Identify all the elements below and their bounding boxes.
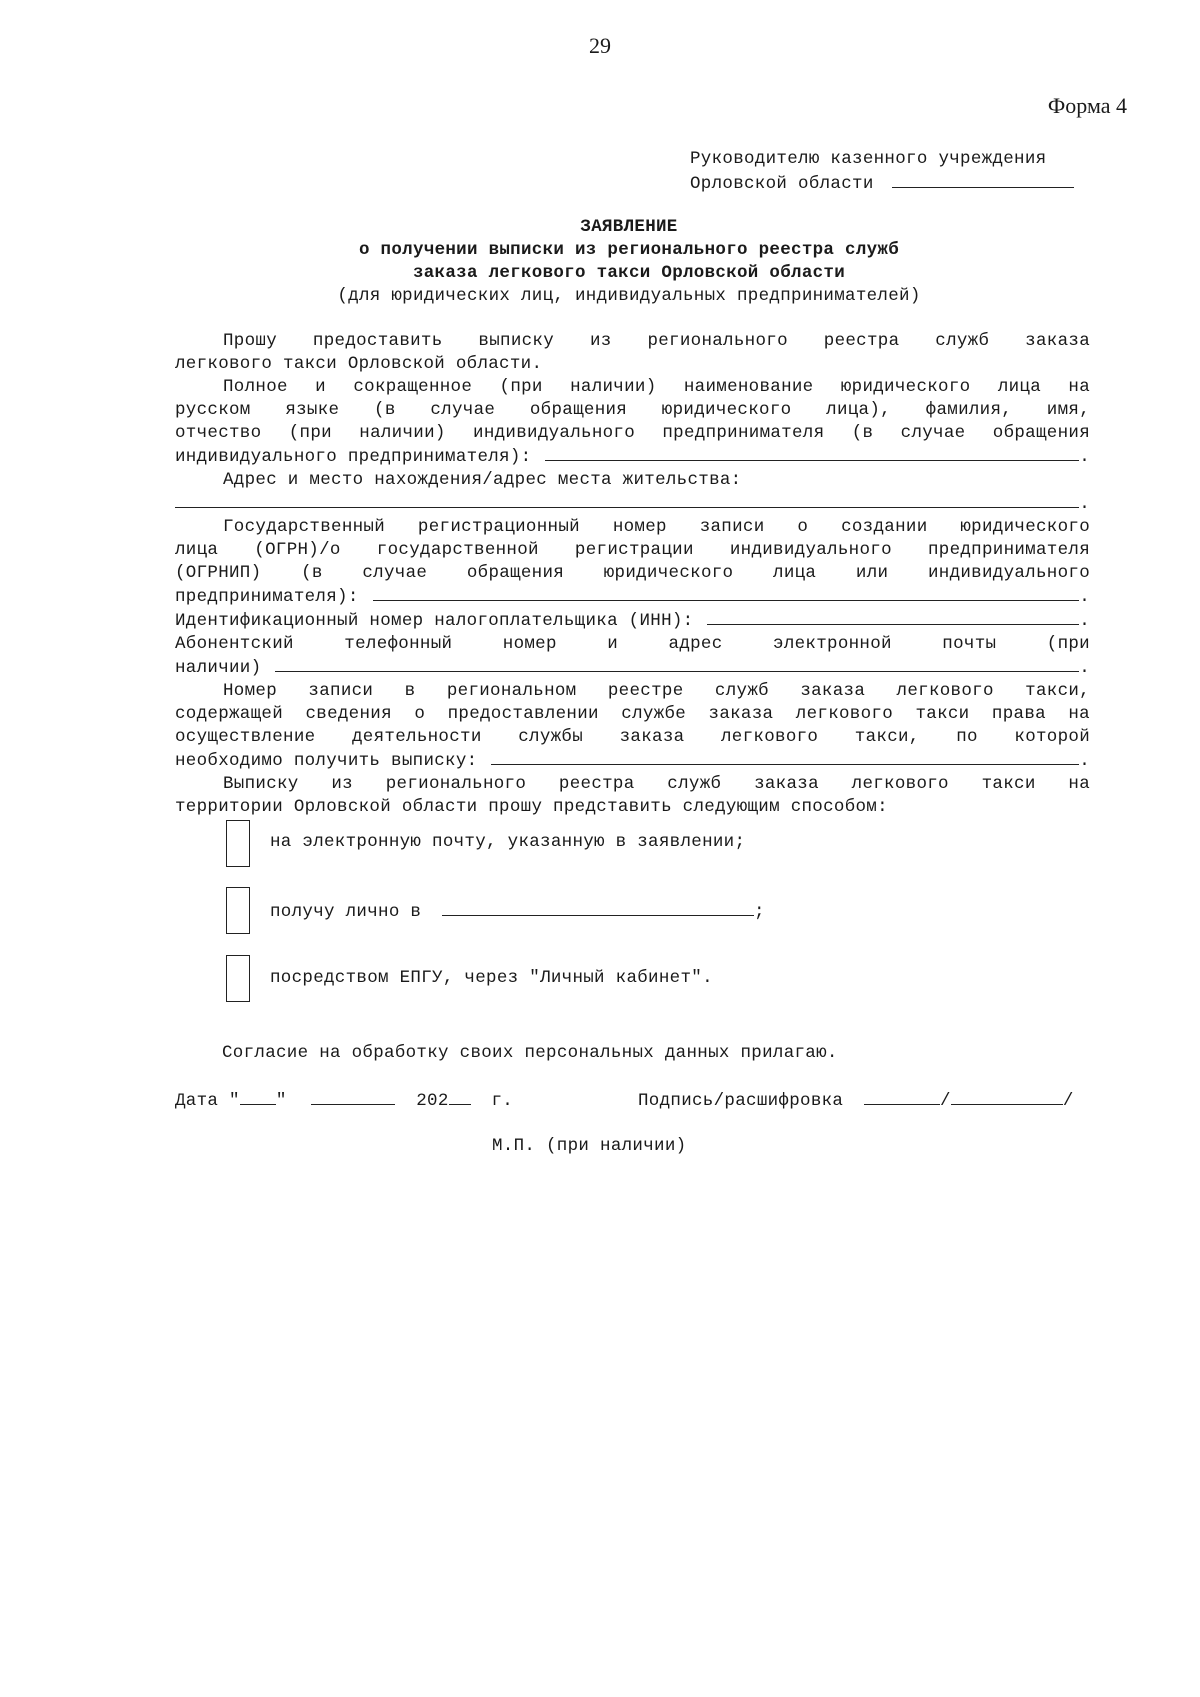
date-prefix: Дата " (175, 1091, 240, 1111)
title-line1: о получении выписки из регионального реестра служб (358, 240, 900, 260)
date-month-field[interactable] (311, 1088, 395, 1105)
option-epgu-label: посредством ЕПГУ, через "Личный кабинет". (270, 968, 713, 988)
p5-dot: . (1079, 611, 1090, 631)
date-year-prefix: 202 (416, 1091, 449, 1111)
page-number: 29 (589, 33, 611, 58)
p8-line1: Выписку из регионального реестра служб заказа легкового такси на (223, 774, 1090, 794)
p7-dot: . (1079, 751, 1090, 771)
p2-line4-text: индивидуального предпринимателя): (175, 447, 532, 467)
date-year-field[interactable] (449, 1088, 471, 1105)
in-person-location-field[interactable] (442, 899, 754, 916)
p6-line1: Абонентский телефонный номер и адрес электронной почты (при (175, 634, 1090, 654)
address-line (175, 492, 1090, 516)
p7-line4-text: необходимо получить выписку: (175, 751, 478, 771)
p3-line1: Адрес и место нахождения/адрес места жительства: (223, 470, 742, 490)
p7-line2: содержащей сведения о предоставлении службе заказа легкового такси права на (175, 704, 1090, 724)
p7-line3: осуществление деятельности службы заказа легкового такси, по которой (175, 727, 1090, 747)
p3-dot: . (1079, 494, 1090, 514)
option-in-person-suffix: ; (754, 902, 765, 922)
date-row (175, 1088, 513, 1111)
p6-line2-text: наличии) (175, 658, 262, 678)
form-label: Форма 4 (1047, 93, 1127, 118)
p4-line1: Государственный регистрационный номер записи о создании юридического (223, 517, 1090, 537)
p6-dot: . (1079, 658, 1090, 678)
option-in-person-checkbox[interactable] (226, 887, 250, 934)
signature-row (638, 1088, 1074, 1111)
p1-line1: Прошу предоставить выписку из регионального реестра служб заказа (223, 331, 1090, 351)
date-suffix: г. (491, 1091, 514, 1111)
inn-field[interactable] (707, 609, 1079, 625)
title-line2: заказа легкового такси Орловской области (412, 263, 846, 283)
title-subtitle: (для юридических лиц, индивидуальных предпринимателей) (337, 286, 921, 306)
signature-label: Подпись/расшифровка (638, 1091, 844, 1111)
option-email-label: на электронную почту, указанную в заявлении; (270, 832, 746, 852)
date-quote-close: " (275, 1091, 287, 1111)
p4-dot: . (1079, 587, 1090, 607)
applicant-name-field[interactable] (545, 445, 1079, 461)
addressee-block (690, 148, 1074, 196)
p2-dot: . (1079, 447, 1090, 467)
option-in-person-label: получу лично в (270, 902, 422, 922)
p4-line2: лица (ОГРН)/о государственной регистрации индивидуального предпринимателя (175, 540, 1090, 560)
p2-line4 (175, 445, 1090, 469)
option-epgu-checkbox[interactable] (226, 955, 250, 1002)
p6-line2 (175, 656, 1090, 680)
title-block (0, 216, 1200, 308)
p8-line2: территории Орловской области прошу представить следующим способом: (175, 797, 888, 817)
p5-line1-text: Идентификационный номер налогоплательщика (ИНН): (175, 611, 694, 631)
addressee-line2 (690, 171, 1074, 196)
date-day-field[interactable] (240, 1088, 276, 1105)
addressee-blank-field[interactable] (892, 171, 1074, 188)
consent-statement: Согласие на обработку своих персональных данных прилагаю. (222, 1043, 838, 1063)
addressee-line1: Руководителю казенного учреждения (690, 149, 1047, 169)
addressee-region: Орловской области (690, 174, 874, 194)
signature-slash-1: / (940, 1091, 951, 1111)
ogrn-field[interactable] (373, 585, 1080, 601)
p2-line3: отчество (при наличии) индивидуального предпринимателя (в случае обращения (175, 423, 1090, 443)
p2-line1: Полное и сокращенное (при наличии) наименование юридического лица на (223, 377, 1090, 397)
contact-field[interactable] (275, 656, 1079, 672)
address-field[interactable] (175, 492, 1079, 508)
document-heading: ЗАЯВЛЕНИЕ (580, 217, 678, 237)
signature-field[interactable] (864, 1088, 940, 1105)
registry-number-field[interactable] (491, 749, 1079, 765)
p4-line4-text: предпринимателя): (175, 587, 359, 607)
stamp-placeholder: М.П. (при наличии) (492, 1136, 687, 1156)
p7-line4 (175, 749, 1090, 773)
signature-slash-2: / (1062, 1091, 1074, 1111)
p7-line1: Номер записи в региональном реестре служб заказа легкового такси, (223, 681, 1090, 701)
option-email-checkbox[interactable] (226, 820, 250, 867)
signature-decoding-field[interactable] (951, 1088, 1063, 1105)
p5-line1 (175, 609, 1090, 633)
p1-line2: легкового такси Орловской области. (175, 354, 543, 374)
p2-line2: русском языке (в случае обращения юридического лица), фамилия, имя, (175, 400, 1090, 420)
p4-line3: (ОГРНИП) (в случае обращения юридического лица или индивидуального (175, 563, 1090, 583)
application-body (175, 330, 1090, 819)
p4-line4 (175, 585, 1090, 609)
option-in-person-row (270, 899, 765, 922)
